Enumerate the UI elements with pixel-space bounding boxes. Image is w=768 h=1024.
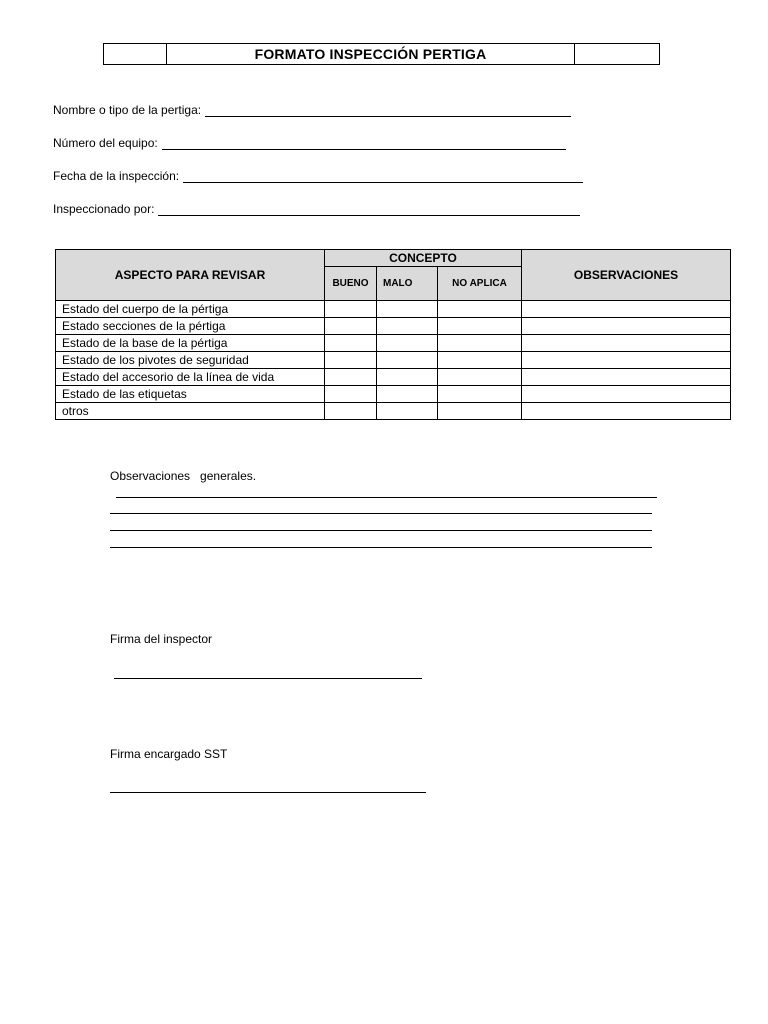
table-row: [56, 386, 731, 403]
cell-observaciones[interactable]: [522, 318, 731, 335]
field-numero-equipo-line[interactable]: [162, 139, 566, 150]
cell-bueno[interactable]: [325, 318, 377, 335]
title-bar-left-cell: [104, 44, 167, 64]
row-aspecto-label: Estado del accesorio de la línea de vida: [56, 369, 325, 386]
cell-bueno[interactable]: [325, 352, 377, 369]
field-inspeccionado-por: [53, 202, 580, 216]
observaciones-generales-label: Observaciones generales.: [110, 469, 257, 483]
field-numero-equipo-label: Número del equipo:: [53, 136, 158, 150]
cell-no-aplica[interactable]: [438, 352, 522, 369]
observaciones-line[interactable]: [116, 497, 657, 498]
cell-no-aplica[interactable]: [438, 335, 522, 352]
cell-no-aplica[interactable]: [438, 369, 522, 386]
observaciones-line[interactable]: [110, 513, 652, 514]
field-nombre-tipo-line[interactable]: [205, 106, 571, 117]
cell-no-aplica[interactable]: [438, 301, 522, 318]
field-fecha-inspeccion-label: Fecha de la inspección:: [53, 169, 180, 183]
cell-observaciones[interactable]: [522, 301, 731, 318]
field-numero-equipo: [53, 136, 566, 150]
table-row: [56, 403, 731, 420]
firma-sst-label: Firma encargado SST: [110, 747, 228, 761]
cell-malo[interactable]: [377, 403, 438, 420]
row-aspecto-label: Estado de la base de la pértiga: [56, 335, 325, 352]
cell-no-aplica[interactable]: [438, 386, 522, 403]
header-malo: MALO: [377, 267, 438, 301]
cell-malo[interactable]: [377, 352, 438, 369]
inspection-table: [55, 249, 731, 420]
cell-no-aplica[interactable]: [438, 318, 522, 335]
header-concepto: CONCEPTO: [325, 250, 522, 267]
field-nombre-tipo: [53, 103, 571, 117]
cell-bueno[interactable]: [325, 386, 377, 403]
firma-sst-line[interactable]: [110, 792, 426, 793]
row-aspecto-label: Estado de las etiquetas: [56, 386, 325, 403]
header-aspecto: ASPECTO PARA REVISAR: [56, 250, 325, 301]
field-fecha-inspeccion: [53, 169, 583, 183]
cell-malo[interactable]: [377, 318, 438, 335]
header-bueno: BUENO: [325, 267, 377, 301]
cell-bueno[interactable]: [325, 301, 377, 318]
firma-inspector-label: Firma del inspector: [110, 632, 213, 646]
row-aspecto-label: otros: [56, 403, 325, 420]
row-aspecto-label: Estado de los pivotes de seguridad: [56, 352, 325, 369]
field-inspeccionado-por-line[interactable]: [158, 205, 580, 216]
cell-bueno[interactable]: [325, 335, 377, 352]
observaciones-line[interactable]: [110, 530, 652, 531]
form-title-bar: [103, 43, 660, 65]
firma-inspector-line[interactable]: [114, 678, 422, 679]
cell-bueno[interactable]: [325, 369, 377, 386]
cell-observaciones[interactable]: [522, 335, 731, 352]
table-row: [56, 301, 731, 318]
cell-malo[interactable]: [377, 335, 438, 352]
row-aspecto-label: Estado secciones de la pértiga: [56, 318, 325, 335]
observaciones-line[interactable]: [110, 547, 652, 548]
cell-malo[interactable]: [377, 369, 438, 386]
field-inspeccionado-por-label: Inspeccionado por:: [53, 202, 155, 216]
cell-no-aplica[interactable]: [438, 403, 522, 420]
form-title: FORMATO INSPECCIÓN PERTIGA: [254, 46, 487, 62]
cell-observaciones[interactable]: [522, 386, 731, 403]
cell-bueno[interactable]: [325, 403, 377, 420]
row-aspecto-label: Estado del cuerpo de la pértiga: [56, 301, 325, 318]
cell-malo[interactable]: [377, 386, 438, 403]
table-row: [56, 369, 731, 386]
cell-observaciones[interactable]: [522, 352, 731, 369]
header-no-aplica: NO APLICA: [438, 267, 522, 301]
cell-observaciones[interactable]: [522, 369, 731, 386]
table-row: [56, 352, 731, 369]
field-fecha-inspeccion-line[interactable]: [183, 172, 583, 183]
table-row: [56, 318, 731, 335]
cell-malo[interactable]: [377, 301, 438, 318]
header-observaciones: OBSERVACIONES: [522, 250, 731, 301]
cell-observaciones[interactable]: [522, 403, 731, 420]
field-nombre-tipo-label: Nombre o tipo de la pertiga:: [53, 103, 202, 117]
title-bar-right-cell: [574, 44, 659, 64]
table-row: [56, 335, 731, 352]
